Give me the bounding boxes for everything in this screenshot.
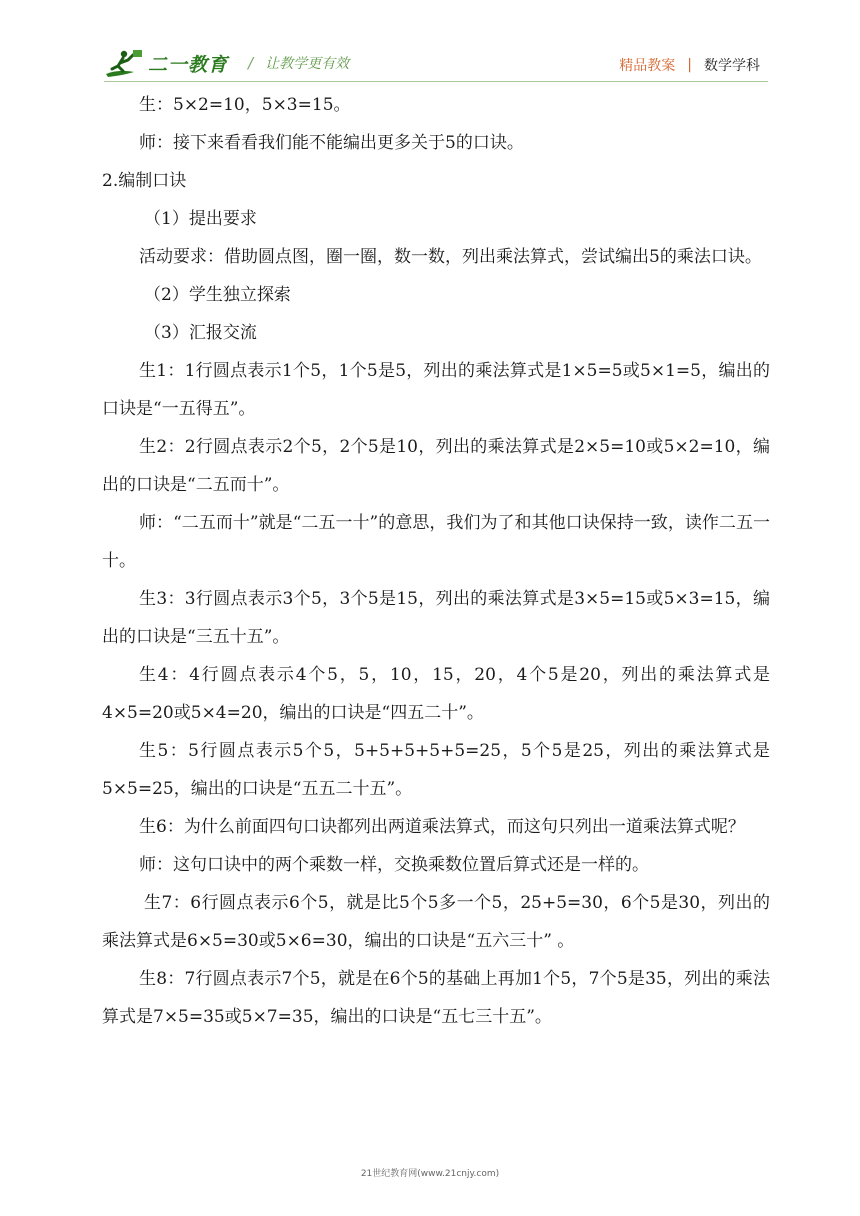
paragraph: 生4：4行圆点表示4个5，5，10，15，20，4个5是20，列出的乘法算式是4×5=20或5×4=20，编出的口诀是“四五二十”。 [102,665,770,723]
paragraph: 生：5×2=10，5×3=15。 [139,95,351,115]
header-tag: 精品教案 [619,58,676,74]
paragraph: 生6：为什么前面四句口诀都列出两道乘法算式，而这句只列出一道乘法算式呢？ [139,817,745,837]
runner-logo-icon [104,47,146,79]
page-footer: 21世纪教育网(www.21cnjy.com) [360,1169,500,1179]
paragraph: （3）汇报交流 [144,323,257,343]
paragraph: 生7：6行圆点表示6个5，就是比5个5多一个5，25+5=30，6个5是30，列出的乘法算式是6×5=30或5×6=30，编出的口诀是“五六三十” 。 [102,893,770,951]
header-meta [619,55,760,75]
page-header [0,0,860,92]
paragraph: 活动要求：借助圆点图，圈一圈，数一数，列出乘法算式，尝试编出5的乘法口诀。 [139,247,762,267]
brand-logo [104,46,349,80]
paragraph: 生5：5行圆点表示5个5，5+5+5+5+5=25，5个5是25，列出的乘法算式是5×5=25，编出的口诀是“五五二十五”。 [102,741,770,799]
paragraph: （2）学生独立探索 [144,285,291,305]
paragraph: 生2：2行圆点表示2个5，2个5是10，列出的乘法算式是2×5=10或5×2=10，编出的口诀是“二五而十”。 [102,437,770,495]
header-divider: | [687,57,692,73]
paragraph: 生8：7行圆点表示7个5，就是在6个5的基础上再加1个5，7个5是35，列出的乘法算式是7×5=35或5×7=35，编出的口诀是“五七三十五”。 [102,969,770,1027]
paragraph: 生3：3行圆点表示3个5，3个5是15，列出的乘法算式是3×5=15或5×3=15，编出的口诀是“三五十五”。 [102,589,770,647]
logo-separator: / [248,54,254,72]
logo-slogan: 让教学更有效 [265,56,350,72]
paragraph: 师：接下来看看我们能不能编出更多关于5的口诀。 [139,133,524,153]
logo-text: 二一教育 [148,53,229,76]
paragraph: 生1：1行圆点表示1个5，1个5是5，列出的乘法算式是1×5=5或5×1=5，编出的口诀是“一五得五”。 [102,361,770,419]
paragraph: （1）提出要求 [144,209,257,229]
paragraph: 师：“二五而十”就是“二五一十”的意思，我们为了和其他口诀保持一致，读作二五一十。 [102,513,770,571]
document-body [102,86,770,1036]
paragraph: 2.编制口诀 [102,171,187,191]
header-subject: 数学学科 [704,58,760,74]
header-rule [104,81,768,82]
paragraph: 师：这句口诀中的两个乘数一样，交换乘数位置后算式还是一样的。 [139,855,649,875]
